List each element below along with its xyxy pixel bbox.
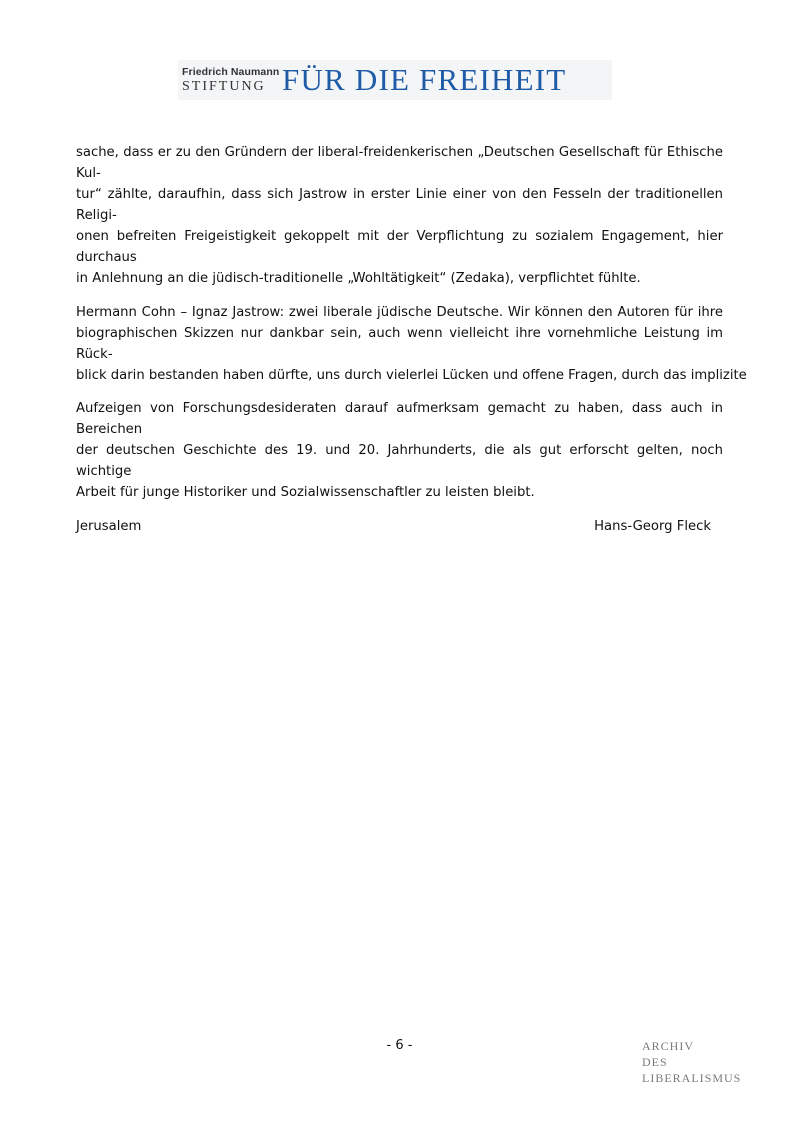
page-number: - 6 -	[386, 1038, 413, 1053]
text-line: Hermann Cohn – Ignaz Jastrow: zwei liberale jüdische Deutsche. Wir können den Autoren für ihre	[76, 304, 723, 320]
paragraph-1	[76, 142, 723, 289]
logo-foundation-name	[182, 66, 280, 95]
archive-line2: DES	[642, 1055, 668, 1069]
logo-line1: Friedrich Naumann	[182, 66, 280, 78]
text-line: blick darin bestanden haben dürfte, uns durch vielerlei Lücken und offene Fragen, durch das implizite	[76, 367, 747, 383]
signature-author: Hans-Georg Fleck	[594, 518, 711, 534]
archive-line1: ARCHIV	[642, 1039, 695, 1053]
paragraph-2	[76, 302, 747, 386]
foundation-logo	[178, 60, 612, 100]
document-body	[76, 142, 747, 537]
signature-place: Jerusalem	[76, 518, 142, 534]
text-line: onen befreiten Freigeistigkeit gekoppelt mit der Verpflichtung zu sozialem Engagement, hier durchaus	[76, 229, 723, 265]
logo-tagline: FÜR DIE FREIHEIT	[282, 62, 567, 97]
logo-line2: STIFTUNG	[182, 79, 266, 94]
text-line: tur“ zählte, daraufhin, dass sich Jastrow in erster Linie einer von den Fesseln der traditionellen Religi-	[76, 187, 723, 223]
text-line: Arbeit für junge Historiker und Sozialwissenschaftler zu leisten bleibt.	[76, 485, 535, 500]
text-line: sache, dass er zu den Gründern der liberal-freidenkerischen „Deutschen Gesellschaft für Ethische Kul-	[76, 145, 723, 181]
text-line: der deutschen Geschichte des 19. und 20. Jahrhunderts, die als gut erforscht gelten, noch wichtige	[76, 443, 723, 479]
archive-watermark	[642, 1038, 741, 1086]
archive-line3: LIBERALISMUS	[642, 1071, 742, 1085]
text-line: in Anlehnung an die jüdisch-traditionelle „Wohltätigkeit“ (Zedaka), verpflichtet fühlte.	[76, 271, 641, 286]
paragraph-3	[76, 398, 723, 503]
text-line: Aufzeigen von Forschungsdesideraten darauf aufmerksam gemacht zu haben, dass auch in Bereichen	[76, 401, 723, 437]
signature-line	[76, 516, 723, 537]
text-line: biographischen Skizzen nur dankbar sein, auch wenn vielleicht ihre vornehmliche Leistung im Rück-	[76, 325, 723, 362]
